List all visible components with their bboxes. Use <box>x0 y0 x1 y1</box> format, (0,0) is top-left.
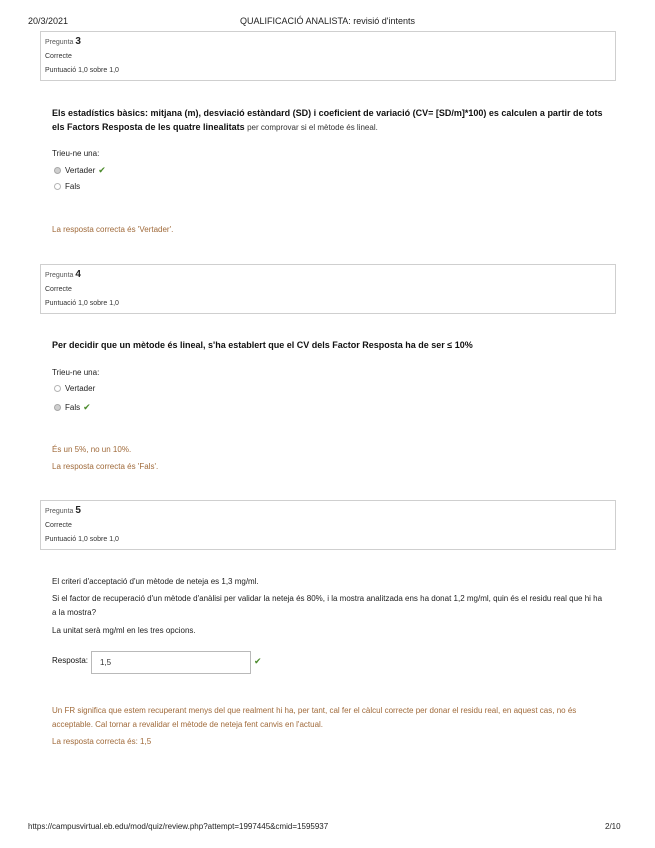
question-number: Pregunta 4 <box>45 269 81 280</box>
checkmark-icon: ✔ <box>98 165 106 175</box>
question-4-general-feedback: És un 5%, no un 10%. <box>52 445 132 454</box>
question-state: Correcte <box>45 286 72 293</box>
question-4-info <box>40 264 616 314</box>
radio-unselected[interactable] <box>54 183 61 190</box>
question-4-option-vertader[interactable]: Vertader <box>54 384 95 393</box>
question-5-line-1: El criteri d'acceptació d'un mètode de neteja es 1,3 mg/ml. <box>52 577 259 586</box>
question-4-right-answer: La resposta correcta és 'Fals'. <box>52 462 159 471</box>
question-state: Correcte <box>45 53 72 60</box>
question-grade: Puntuació 1,0 sobre 1,0 <box>45 536 119 543</box>
question-4-text: Per decidir que un mètode és lineal, s'ha establert que el CV dels Factor Resposta ha de ser ≤ 10% <box>52 340 473 350</box>
footer-url[interactable]: https://campusvirtual.eb.edu/mod/quiz/review.php?attempt=1997445&cmid=1595937 <box>28 822 329 831</box>
answer-label: Resposta: <box>52 656 89 665</box>
header-date: 20/3/2021 <box>28 16 69 26</box>
footer-page-number: 2/10 <box>605 822 621 831</box>
question-5-line-2: Si el factor de recuperació d'un mètode d'anàlisi per validar la neteja és 80%, i la mostra analitzada ens ha donat 1,2 mg/ml, quin és el residu real que hi ha a la mostra? <box>52 594 603 617</box>
header-title: QUALIFICACIÓ ANALISTA: revisió d'intents <box>239 16 416 26</box>
question-3-text: Els estadístics bàsics: mitjana (m), desviació estàndard (SD) i coeficient de variació (CV= [SD/m]*100) es calculen a partir de tots els Factors Resposta de les quatre linealitats per comprovar si el mètode és lineal. <box>52 108 603 132</box>
question-3-prompt: Trieu-ne una: <box>52 149 100 158</box>
question-grade: Puntuació 1,0 sobre 1,0 <box>45 300 119 307</box>
question-5-general-feedback: Un FR significa que estem recuperant menys del que realment hi ha, per tant, cal fer el càlcul correcte per donar el residu real, en aquest cas, no és acceptable. Cal tornar a revalidar el mètode de neteja fent canvis en l'actual. <box>52 706 577 729</box>
question-number: Pregunta 5 <box>45 505 81 516</box>
question-3-option-vertader[interactable]: Vertader ✔ <box>54 165 106 176</box>
radio-selected[interactable] <box>54 404 61 411</box>
question-state: Correcte <box>45 522 72 529</box>
radio-selected[interactable] <box>54 167 61 174</box>
question-4-option-fals[interactable]: Fals ✔ <box>54 402 91 413</box>
question-grade: Puntuació 1,0 sobre 1,0 <box>45 67 119 74</box>
question-5-info <box>40 500 616 550</box>
question-3-right-answer: La resposta correcta és 'Vertader'. <box>52 225 174 234</box>
question-number: Pregunta 3 <box>45 36 81 47</box>
question-3-info <box>40 31 616 81</box>
question-5-right-answer: La resposta correcta és: 1,5 <box>52 737 152 746</box>
question-3-option-fals[interactable]: Fals <box>54 182 80 191</box>
question-5-line-3: La unitat serà mg/ml en les tres opcions. <box>52 626 196 635</box>
radio-unselected[interactable] <box>54 385 61 392</box>
question-4-prompt: Trieu-ne una: <box>52 368 100 377</box>
answer-input[interactable]: 1,5 <box>91 651 251 674</box>
checkmark-icon: ✔ <box>83 402 91 412</box>
checkmark-icon: ✔ <box>254 656 262 666</box>
